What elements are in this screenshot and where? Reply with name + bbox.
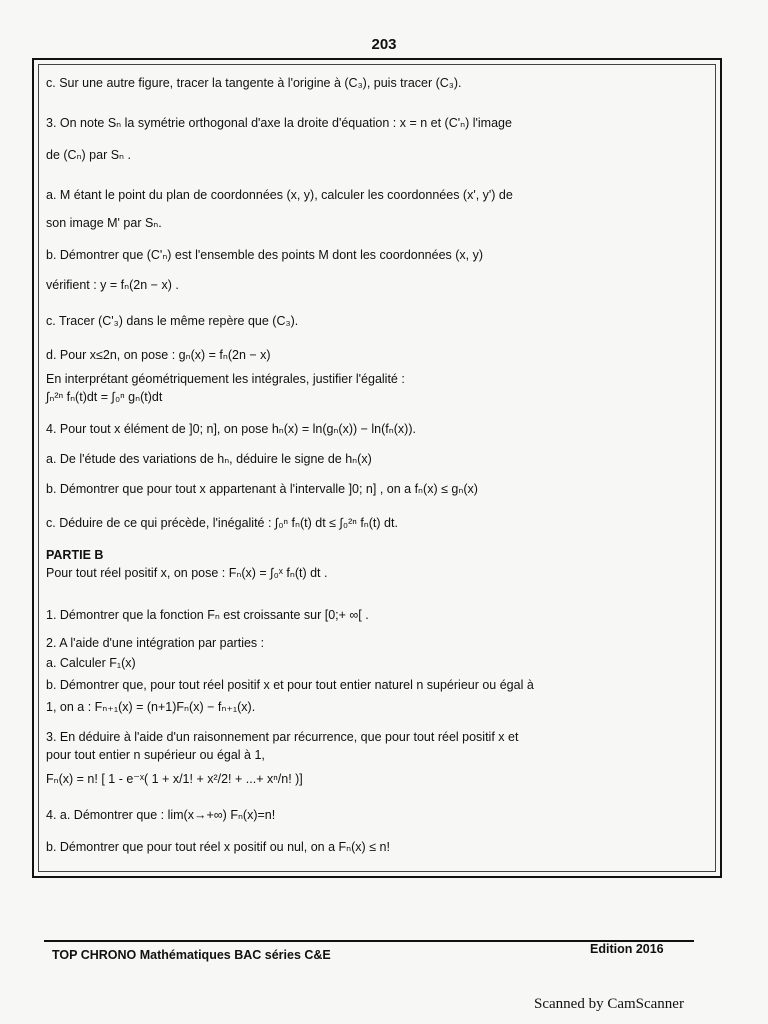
- text-line: 2. A l'aide d'une intégration par parties :: [46, 636, 265, 650]
- text-line: a. Calculer F₁(x): [46, 656, 136, 670]
- text-line: b. Démontrer que (C'ₙ) est l'ensemble des points M dont les coordonnées (x, y): [46, 248, 484, 262]
- text-line: d. Pour x≤2n, on pose : gₙ(x) = fₙ(2n − x): [46, 348, 271, 362]
- text-line: son image M' par Sₙ.: [46, 216, 162, 230]
- text-line: a. M étant le point du plan de coordonnées (x, y), calculer les coordonnées (x', y') de: [46, 188, 513, 202]
- footer-edition: Edition 2016: [590, 942, 664, 956]
- text-line: de (Cₙ) par Sₙ .: [46, 148, 131, 162]
- text-line: a. De l'étude des variations de hₙ, déduire le signe de hₙ(x): [46, 452, 372, 466]
- text-line: 3. En déduire à l'aide d'un raisonnement par récurrence, que pour tout réel positif x et: [46, 730, 519, 744]
- text-line: b. Démontrer que, pour tout réel positif x et pour tout entier naturel n supérieur ou égal à: [46, 678, 534, 692]
- text-line: c. Sur une autre figure, tracer la tangente à l'origine à (C₃), puis tracer (C₃).: [46, 76, 462, 90]
- text-line: 4. Pour tout x élément de ]0; n], on pose hₙ(x) = ln(gₙ(x)) − ln(fₙ(x)).: [46, 422, 416, 436]
- text-line: 1, on a : Fₙ₊₁(x) = (n+1)Fₙ(x) − fₙ₊₁(x).: [46, 700, 256, 714]
- text-line: b. Démontrer que pour tout réel x positif ou nul, on a Fₙ(x) ≤ n!: [46, 840, 390, 854]
- footer-book-title: TOP CHRONO Mathématiques BAC séries C&E: [52, 948, 331, 962]
- text-line: Pour tout réel positif x, on pose : Fₙ(x) = ∫₀ˣ fₙ(t) dt .: [46, 566, 328, 580]
- text-line: ∫ₙ²ⁿ fₙ(t)dt = ∫₀ⁿ gₙ(t)dt: [46, 390, 163, 404]
- text-line: b. Démontrer que pour tout x appartenant à l'intervalle ]0; n] , on a fₙ(x) ≤ gₙ(x): [46, 482, 478, 496]
- page-number: 203: [371, 36, 397, 53]
- text-line: vérifient : y = fₙ(2n − x) .: [46, 278, 179, 292]
- text-line: pour tout entier n supérieur ou égal à 1,: [46, 748, 265, 762]
- text-line: 1. Démontrer que la fonction Fₙ est croissante sur [0;+ ∞[ .: [46, 608, 369, 622]
- text-line: 4. a. Démontrer que : lim(x→+∞) Fₙ(x)=n!: [46, 808, 276, 822]
- text-line: 3. On note Sₙ la symétrie orthogonal d'axe la droite d'équation : x = n et (C'ₙ) l'image: [46, 116, 512, 130]
- section-heading: PARTIE B: [46, 548, 104, 562]
- text-line: c. Déduire de ce qui précède, l'inégalité : ∫₀ⁿ fₙ(t) dt ≤ ∫₀²ⁿ fₙ(t) dt.: [46, 516, 398, 530]
- text-line: En interprétant géométriquement les intégrales, justifier l'égalité :: [46, 372, 405, 386]
- scanner-watermark: Scanned by CamScanner: [534, 996, 684, 1012]
- text-line: c. Tracer (C'₃) dans le même repère que (C₃).: [46, 314, 299, 328]
- text-line: Fₙ(x) = n! [ 1 - e⁻ˣ( 1 + x/1! + x²/2! + ...+ xⁿ/n! )]: [46, 772, 303, 786]
